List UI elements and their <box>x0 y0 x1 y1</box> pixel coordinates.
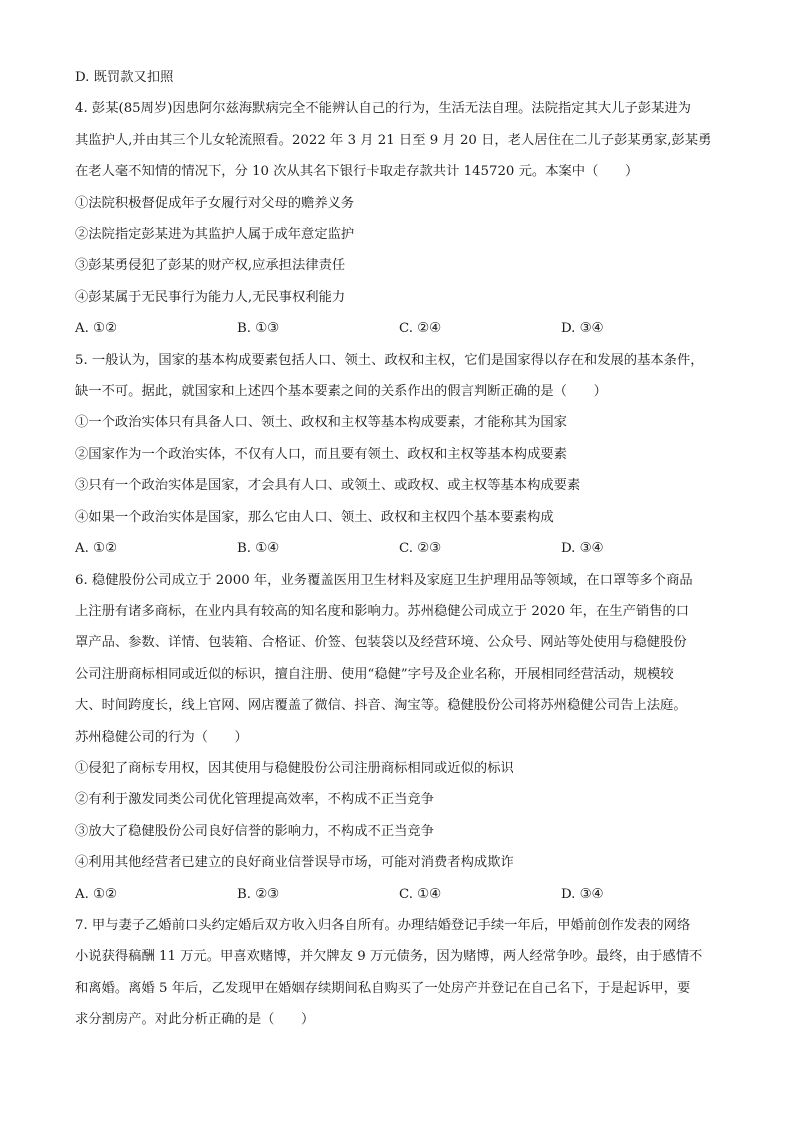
q6-stem-line: 苏州稳健公司的行为（ ） <box>75 729 248 745</box>
q6-stem-line: 大、时间跨度长，线上官网、网店覆盖了微信、抖音、淘宝等。稳健股份公司将苏州稳健公司告上法庭。 <box>75 698 687 714</box>
q7-stem-line: 7. 甲与妻子乙婚前口头约定婚后双方收入归各自所有。办理结婚登记手续一年后，甲婚前创作发表的网络 <box>75 917 691 933</box>
q6-option-a[interactable]: A. ①② <box>75 886 117 902</box>
q4-statement-2: ②法院指定彭某进为其监护人属于成年意定监护 <box>75 227 355 243</box>
q5-options <box>75 533 735 564</box>
q6-statement-2: ②有利于激发同类公司优化管理提高效率，不构成不正当竞争 <box>75 792 435 808</box>
q6-statement-3: ③放大了稳健股份公司良好信誉的影响力，不构成不正当竞争 <box>75 823 435 839</box>
q6-stem-line: 上注册有诸多商标，在业内具有较高的知名度和影响力。苏州稳健公司成立于 2020 年，在生产销售的口 <box>75 603 690 619</box>
q7-stem-line: 求分割房产。对此分析正确的是（ ） <box>75 1012 315 1028</box>
q7-stem-line: 小说获得稿酬 11 万元。甲喜欢赌博，并欠牌友 9 万元债务，因为赌博，两人经常争吵。最终，由于感情不 <box>75 949 703 965</box>
q4-stem-line: 在老人毫不知情的情况下，分 10 次从其名下银行卡取走存款共计 145720 元。本案中（ ） <box>75 164 639 180</box>
q5-statement-1: ①一个政治实体只有具备人口、领土、政权和主权等基本构成要素，才能称其为国家 <box>75 415 567 431</box>
q5-option-b[interactable]: B. ①④ <box>237 541 280 557</box>
q6-statement-1: ①侵犯了商标专用权，因其使用与稳健股份公司注册商标相同或近似的标识 <box>75 760 514 776</box>
question-5 <box>75 345 735 565</box>
question-6 <box>75 565 735 910</box>
q4-stem-line: 4. 彭某(85周岁)因患阿尔兹海默病完全不能辨认自己的行为，生活无法自理。法院指定其大儿子彭某进为 <box>75 101 691 117</box>
q4-stem-line: 其监护人,并由其三个儿女轮流照看。2022 年 3 月 21 日至 9 月 20 日，老人居住在二儿子彭某勇家,彭某勇 <box>75 132 712 148</box>
q5-option-a[interactable]: A. ①② <box>75 541 117 557</box>
exam-page <box>75 62 735 1036</box>
q6-option-d[interactable]: D. ③④ <box>561 886 604 902</box>
question-4 <box>75 93 735 344</box>
question-7 <box>75 910 735 1036</box>
q6-stem-line: 6. 稳健股份公司成立于 2000 年，业务覆盖医用卫生材料及家庭卫生护理用品等领域，在口罩等多个商品 <box>75 572 693 588</box>
q4-option-c[interactable]: C. ②④ <box>399 321 441 337</box>
q4-statement-3: ③彭某勇侵犯了彭某的财产权,应承担法律责任 <box>75 258 346 274</box>
q6-stem-line: 罩产品、参数、详情、包装箱、合格证、价签、包装袋以及经营环境、公众号、网站等处使用与稳健股份 <box>75 635 687 651</box>
q5-stem-line: 5. 一般认为，国家的基本构成要素包括人口、领土、政权和主权，它们是国家得以存在和发展的基本条件， <box>75 352 704 368</box>
q7-stem-line: 和离婚。离婚 5 年后，乙发现甲在婚姻存续期间私自购买了一处房产并登记在自己名下，于是起诉甲，要 <box>75 980 691 996</box>
q5-option-d[interactable]: D. ③④ <box>561 541 604 557</box>
q6-statement-4: ④利用其他经营者已建立的良好商业信誉误导市场，可能对消费者构成欺诈 <box>75 855 514 871</box>
q4-statement-1: ①法院积极督促成年子女履行对父母的赡养义务 <box>75 195 355 211</box>
q5-statement-2: ②国家作为一个政治实体，不仅有人口，而且要有领土、政权和主权等基本构成要素 <box>75 446 567 462</box>
q4-option-b[interactable]: B. ①③ <box>237 321 280 337</box>
q6-options <box>75 879 735 910</box>
q4-options <box>75 313 735 344</box>
q5-statement-3: ③只有一个政治实体是国家，才会具有人口、或领土、或政权、或主权等基本构成要素 <box>75 478 581 494</box>
q6-option-c[interactable]: C. ①④ <box>399 886 441 902</box>
q5-stem-line: 缺一不可。据此，就国家和上述四个基本要素之间的关系作出的假言判断正确的是（ ） <box>75 384 607 400</box>
q6-stem-line: 公司注册商标相同或近似的标识，擅自注册、使用“稳健”字号及企业名称，开展相同经营活动，规模较 <box>75 666 674 682</box>
q6-option-b[interactable]: B. ②③ <box>237 886 280 902</box>
q4-statement-4: ④彭某属于无民事行为能力人,无民事权利能力 <box>75 289 346 305</box>
q4-option-d[interactable]: D. ③④ <box>561 321 604 337</box>
q5-option-c[interactable]: C. ②③ <box>399 541 441 557</box>
q4-option-a[interactable]: A. ①② <box>75 321 117 337</box>
q5-statement-4: ④如果一个政治实体是国家，那么它由人口、领土、政权和主权四个基本要素构成 <box>75 509 554 525</box>
prev-option-d: D. 既罚款又扣照 <box>75 70 174 85</box>
